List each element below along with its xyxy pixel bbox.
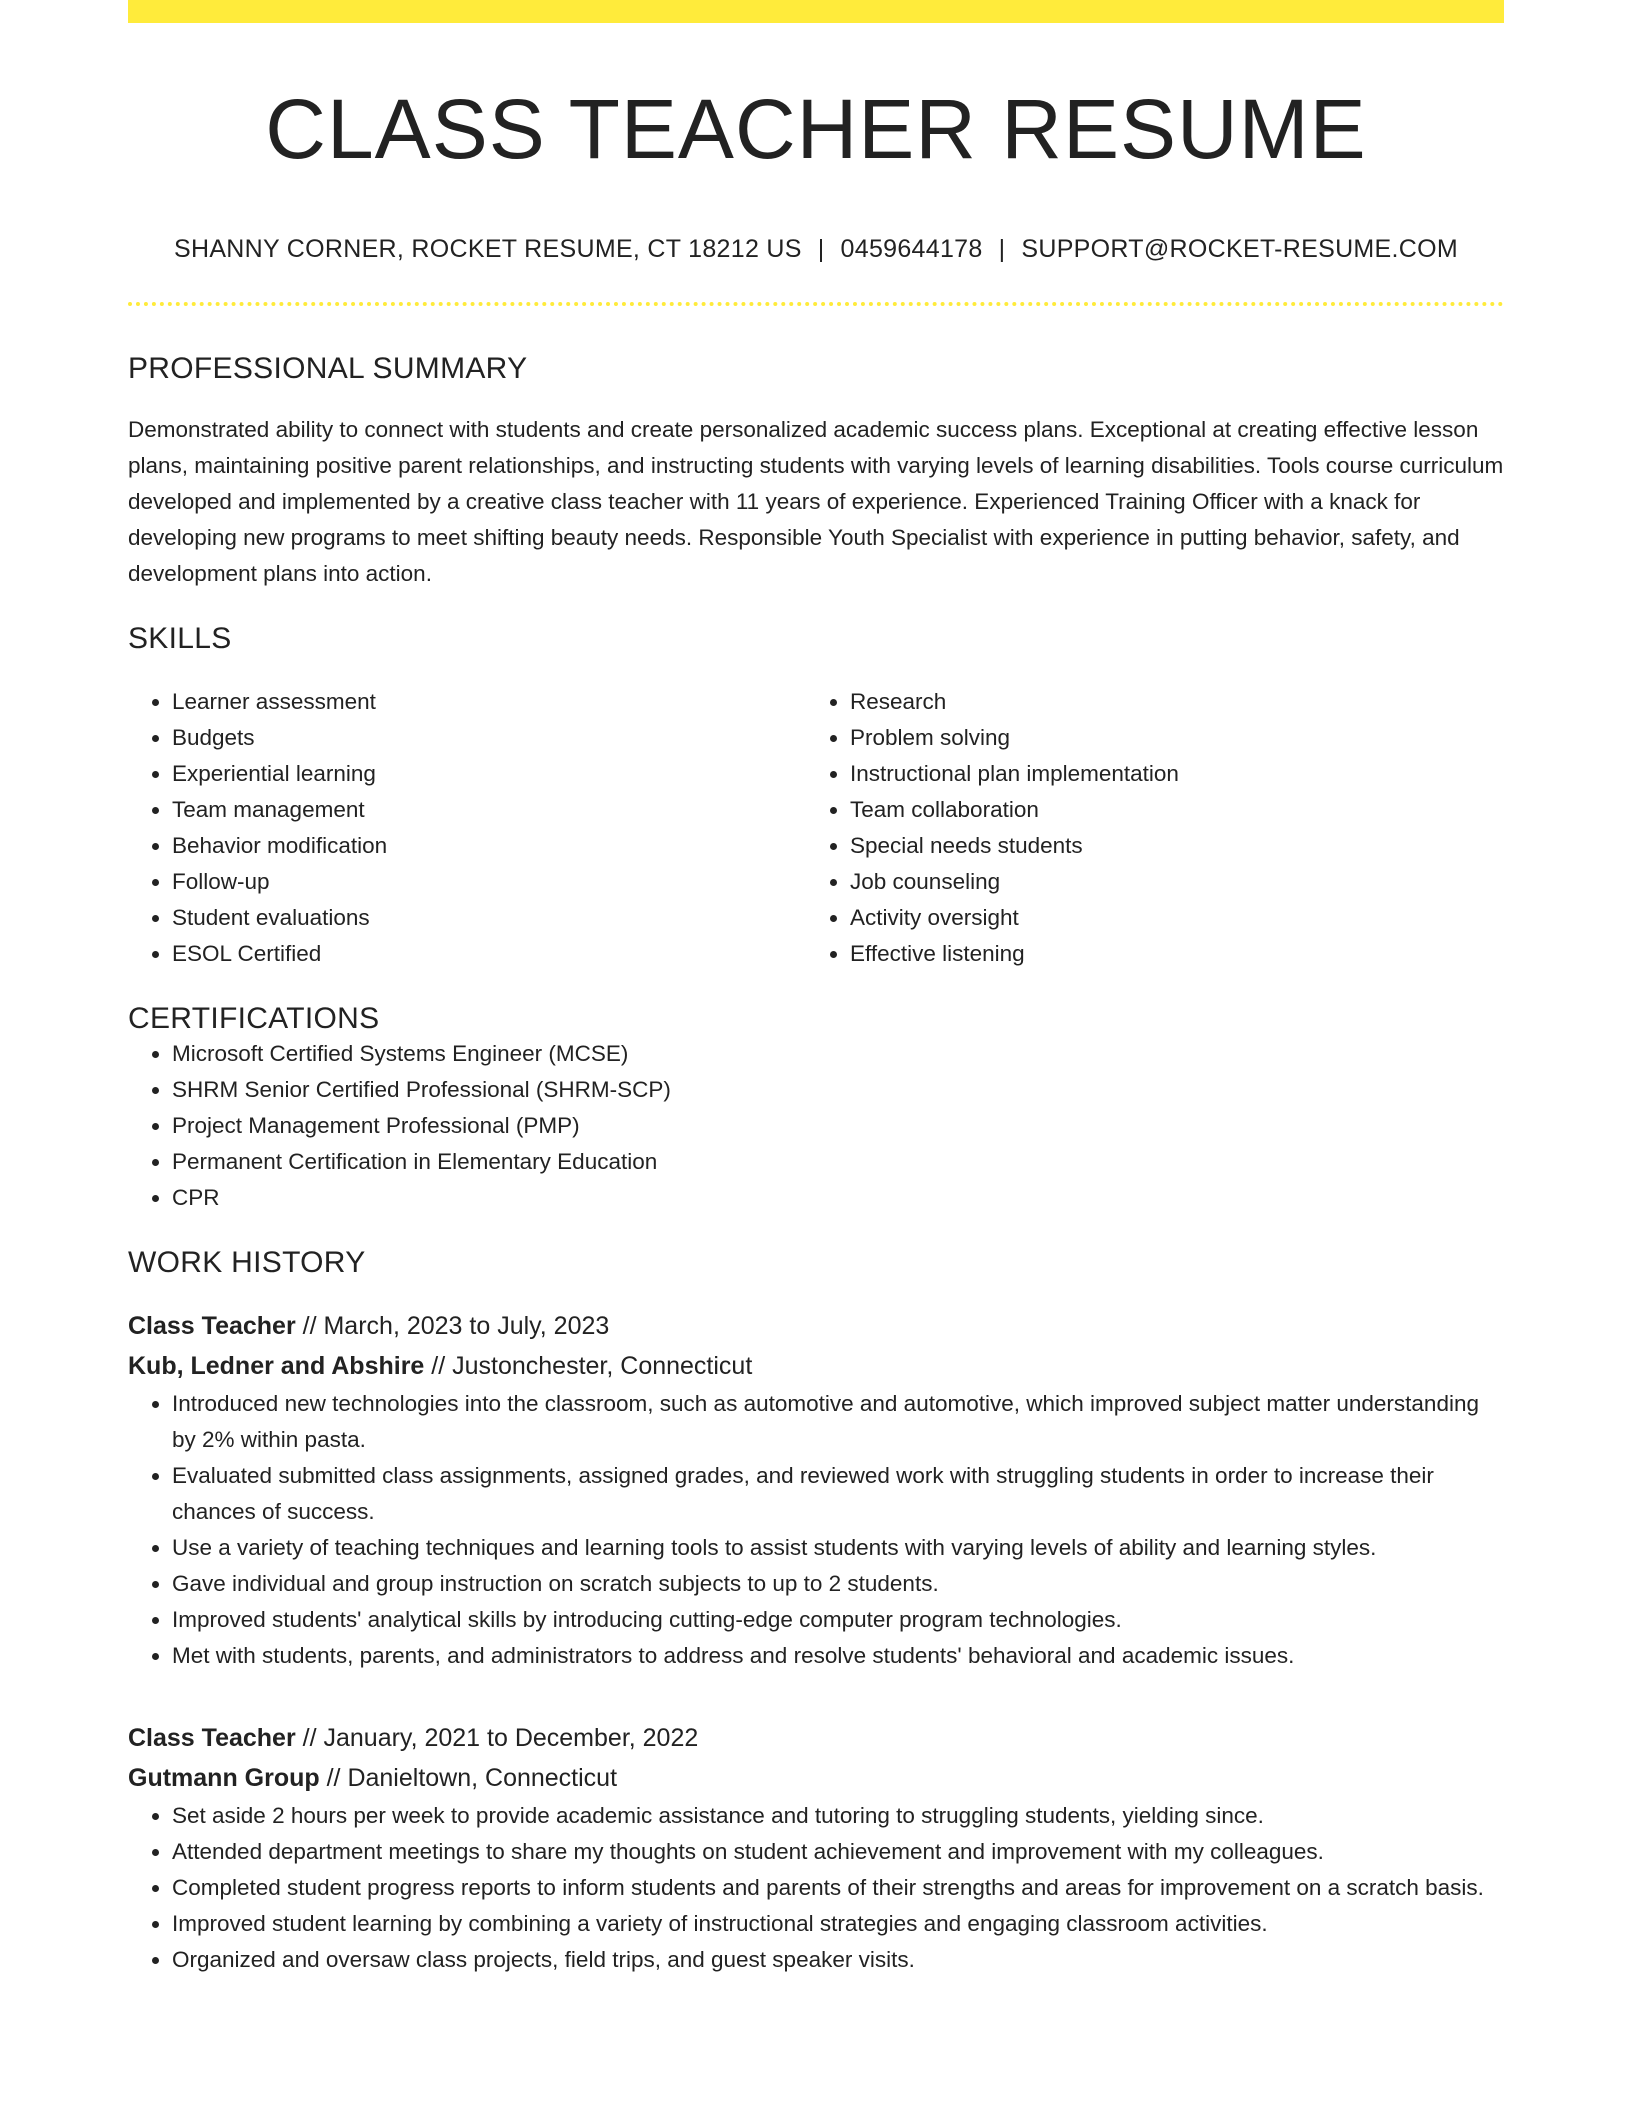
job-bullet: • Organized and oversaw class projects, field trips, and guest speaker visits.: [172, 1942, 1504, 1978]
skill-item: • Student evaluations: [172, 900, 806, 936]
work-history-heading: WORK HISTORY: [128, 1246, 366, 1280]
skill-item: • Experiential learning: [172, 756, 806, 792]
job-title: Class Teacher: [128, 1312, 296, 1341]
job-location: // Danieltown, Connecticut: [319, 1764, 618, 1793]
job-company-line: [128, 1346, 1504, 1386]
dotted-divider: [128, 302, 1504, 306]
job-company: Kub, Ledner and Abshire: [128, 1352, 425, 1381]
job-bullet: • Evaluated submitted class assignments, assigned grades, and reviewed work with struggling students in order to increase their chances of success.: [172, 1458, 1504, 1530]
skill-item: • Job counseling: [850, 864, 1484, 900]
job-entry: [128, 1718, 1504, 1978]
skill-item: • Follow-up: [172, 864, 806, 900]
certification-item: • SHRM Senior Certified Professional (SHRM-SCP): [172, 1072, 1504, 1108]
contact-separator: |: [998, 235, 1006, 264]
job-bullet: • Set aside 2 hours per week to provide academic assistance and tutoring to struggling students, yielding since.: [172, 1798, 1504, 1834]
job-bullet: • Introduced new technologies into the classroom, such as automotive and automotive, which improved subject matter understanding by 2% within pasta.: [172, 1386, 1504, 1458]
skill-item: • Learner assessment: [172, 684, 806, 720]
job-title-line: [128, 1718, 1504, 1758]
job-company-line: [128, 1758, 1504, 1798]
job-bullet: • Completed student progress reports to inform students and parents of their strengths and areas for improvement on a scratch basis.: [172, 1870, 1504, 1906]
contact-phone: 0459644178: [840, 235, 983, 264]
certification-item: • Microsoft Certified Systems Engineer (MCSE): [172, 1036, 1504, 1072]
skill-item: • Behavior modification: [172, 828, 806, 864]
resume-page: [128, 0, 1504, 1978]
skills-list-left: [128, 684, 806, 972]
job-bullet: • Gave individual and group instruction on scratch subjects to up to 2 students.: [172, 1566, 1504, 1602]
job-bullet: • Improved students' analytical skills by introducing cutting-edge computer program technologies.: [172, 1602, 1504, 1638]
accent-bar: [128, 0, 1504, 23]
skills-grid: [128, 684, 1504, 972]
skills-column-right: [806, 684, 1484, 972]
job-title: Class Teacher: [128, 1724, 296, 1753]
skill-item: • Special needs students: [850, 828, 1484, 864]
job-bullet: • Met with students, parents, and administrators to address and resolve students' behavioral and academic issues.: [172, 1638, 1504, 1674]
job-title-line: [128, 1306, 1504, 1346]
certification-item: • CPR: [172, 1180, 1504, 1216]
contact-separator: |: [817, 235, 825, 264]
contact-email: SUPPORT@ROCKET-RESUME.COM: [1021, 235, 1459, 264]
skill-item: • Budgets: [172, 720, 806, 756]
job-bullet: • Attended department meetings to share my thoughts on student achievement and improvement with my colleagues.: [172, 1834, 1504, 1870]
skill-item: • Effective listening: [850, 936, 1484, 972]
skill-item: • Research: [850, 684, 1484, 720]
contact-line: [128, 235, 1504, 264]
skill-item: • Problem solving: [850, 720, 1484, 756]
skills-column-left: [128, 684, 806, 972]
job-company: Gutmann Group: [128, 1764, 320, 1793]
job-bullet-list: [128, 1386, 1504, 1674]
skills-heading: SKILLS: [128, 622, 232, 656]
certification-item: • Project Management Professional (PMP): [172, 1108, 1504, 1144]
job-dates: // January, 2021 to December, 2022: [295, 1724, 699, 1753]
summary-heading: PROFESSIONAL SUMMARY: [128, 352, 528, 386]
skill-item: • Instructional plan implementation: [850, 756, 1484, 792]
job-bullet-list: [128, 1798, 1504, 1978]
skill-item: • Team collaboration: [850, 792, 1484, 828]
job-bullet: • Use a variety of teaching techniques and learning tools to assist students with varying levels of ability and learning styles.: [172, 1530, 1504, 1566]
job-entry: [128, 1306, 1504, 1674]
certifications-list: [128, 1036, 1504, 1216]
certifications-heading: CERTIFICATIONS: [128, 1002, 380, 1036]
skill-item: • Activity oversight: [850, 900, 1484, 936]
contact-address: SHANNY CORNER, ROCKET RESUME, CT 18212 US: [173, 235, 802, 264]
certification-item: • Permanent Certification in Elementary Education: [172, 1144, 1504, 1180]
job-dates: // March, 2023 to July, 2023: [295, 1312, 610, 1341]
job-bullet: • Improved student learning by combining a variety of instructional strategies and engaging classroom activities.: [172, 1906, 1504, 1942]
job-location: // Justonchester, Connecticut: [424, 1352, 753, 1381]
summary-text: Demonstrated ability to connect with students and create personalized academic success plans. Exceptional at creating effective lesson plans, maintaining positive parent relationships, and instructing students with varying levels of learning disabilities. Tools course curriculum developed and implemented by a creative class teacher with 11 years of experience. Experienced Training Officer with a knack for developing new programs to meet shifting beauty needs. Responsible Youth Specialist with experience in putting behavior, safety, and development plans into action.: [128, 417, 1504, 587]
resume-title: CLASS TEACHER RESUME: [265, 82, 1367, 176]
skill-item: • Team management: [172, 792, 806, 828]
skill-item: • ESOL Certified: [172, 936, 806, 972]
skills-list-right: [806, 684, 1484, 972]
